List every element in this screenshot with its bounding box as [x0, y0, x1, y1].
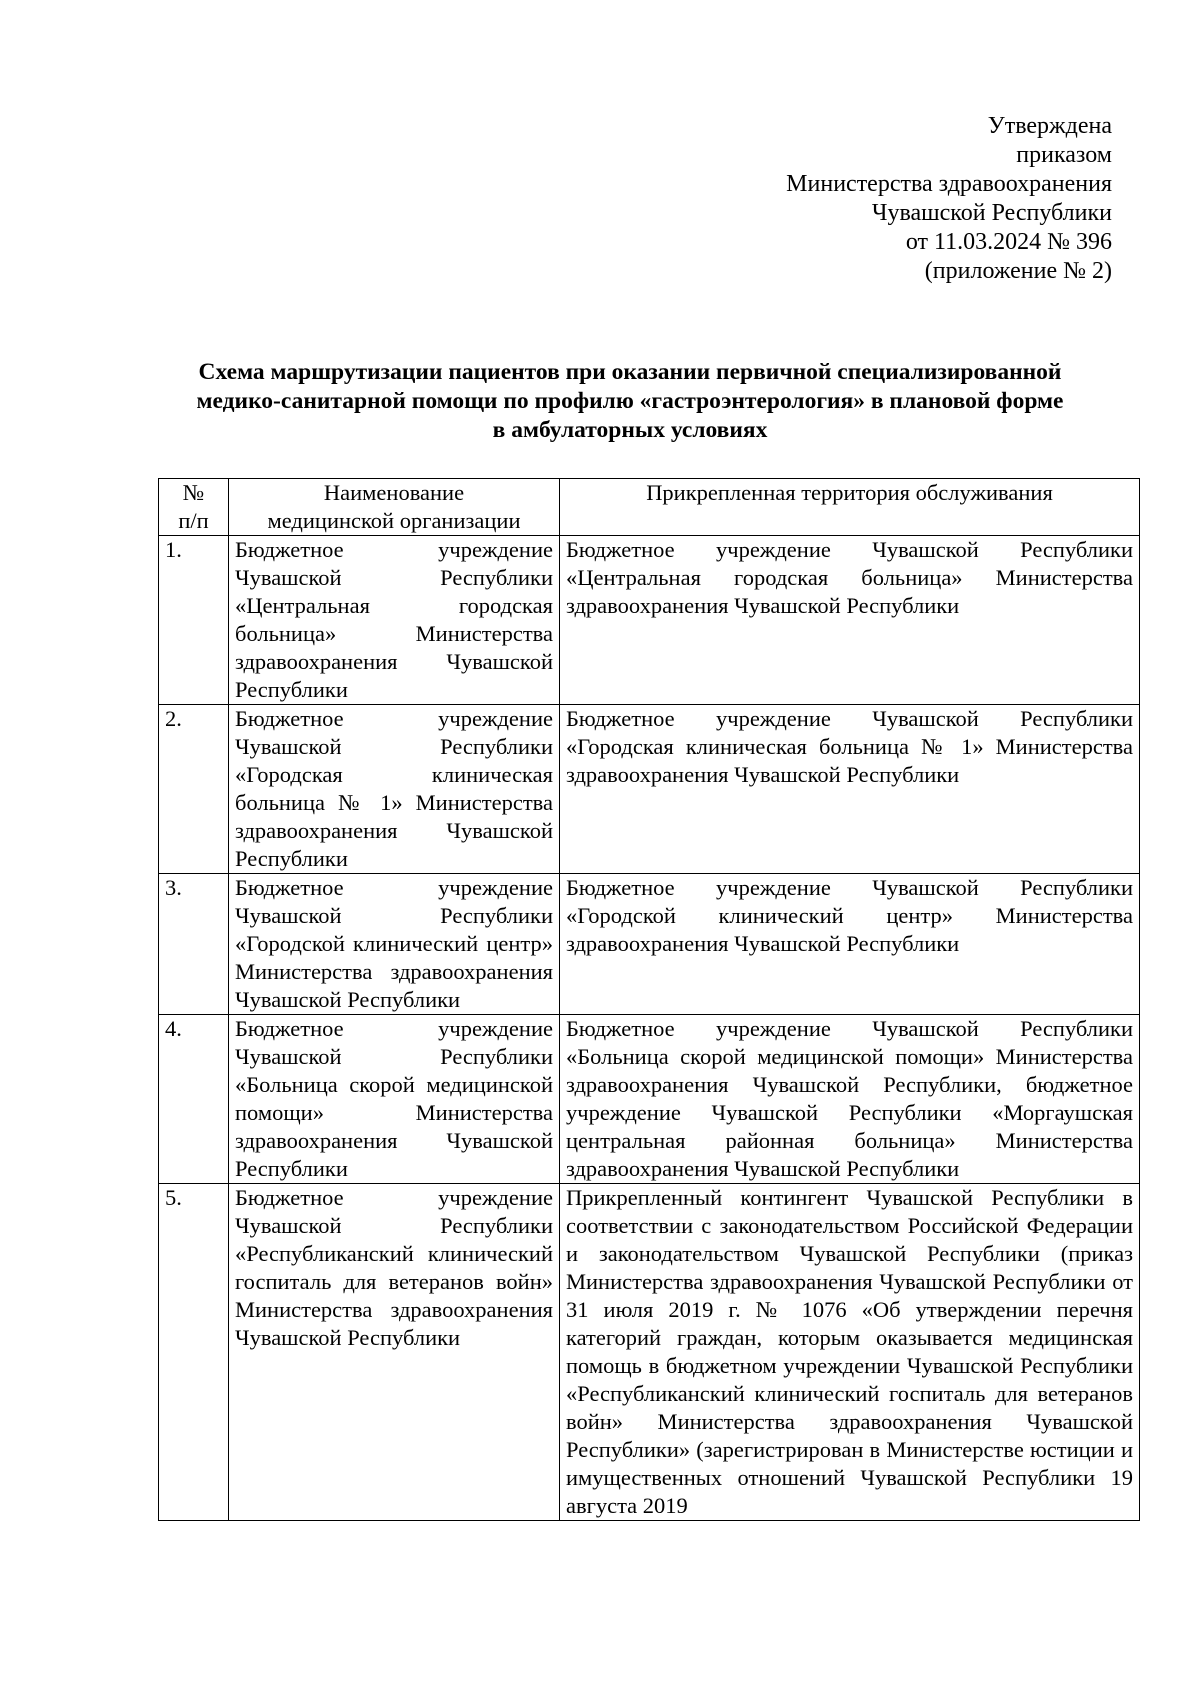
row-organization: Бюджетное учреждение Чувашской Республики «Городская клиническая больница № 1» Министерства здравоохранения Чувашской Республики — [229, 705, 560, 874]
routing-table — [158, 478, 1140, 1521]
approval-line: Утверждена — [987, 113, 1112, 139]
document-title — [130, 358, 1130, 445]
header-territory: Прикрепленная территория обслуживания — [560, 479, 1140, 536]
approval-line: от 11.03.2024 № 396 — [905, 229, 1112, 255]
table-row — [159, 705, 1140, 874]
row-territory: Прикрепленный контингент Чувашской Республики в соответствии с законодательством Российской Федерации и законодательством Чувашской Республики (приказ Министерства здравоохранения Чувашской Республики от 31 июля 2019 г. № 1076 «Об утверждении перечня категорий граждан, которым оказывается медицинская помощь в бюджетном учреждении Чувашской Республики «Республиканский клинический госпиталь для ветеранов войн» Министерства здравоохранения Чувашской Республики» (зарегистрирован в Министерстве юстиции и имущественных отношений Чувашской Республики 19 августа 2019 — [560, 1184, 1140, 1521]
row-territory: Бюджетное учреждение Чувашской Республики «Больница скорой медицинской помощи» Министерства здравоохранения Чувашской Республики, бюджетное учреждение Чувашской Республики «Моргаушская центральная районная больница» Министерства здравоохранения Чувашской Республики — [560, 1015, 1140, 1184]
row-number: 2. — [159, 705, 229, 874]
approval-line: (приложение № 2) — [924, 258, 1112, 284]
table-header-row — [159, 479, 1140, 536]
row-territory: Бюджетное учреждение Чувашской Республики «Городской клинический центр» Министерства здравоохранения Чувашской Республики — [560, 874, 1140, 1015]
row-number: 1. — [159, 536, 229, 705]
approval-line: Министерства здравоохранения — [786, 171, 1112, 197]
approval-line: Чувашской Республики — [871, 200, 1112, 226]
row-territory: Бюджетное учреждение Чувашской Республики «Городская клиническая больница № 1» Министерства здравоохранения Чувашской Республики — [560, 705, 1140, 874]
approval-stamp — [786, 112, 1112, 286]
table-row — [159, 874, 1140, 1015]
row-number: 4. — [159, 1015, 229, 1184]
header-num: № п/п — [159, 479, 229, 536]
title-line: Схема маршрутизации пациентов при оказании первичной специализированной — [198, 359, 1062, 385]
table-row — [159, 1184, 1140, 1521]
table-row — [159, 1015, 1140, 1184]
row-territory: Бюджетное учреждение Чувашской Республики «Центральная городская больница» Министерства здравоохранения Чувашской Республики — [560, 536, 1140, 705]
row-organization: Бюджетное учреждение Чувашской Республики «Городской клинический центр» Министерства здравоохранения Чувашской Республики — [229, 874, 560, 1015]
row-organization: Бюджетное учреждение Чувашской Республики «Республиканский клинический госпиталь для ветеранов войн» Министерства здравоохранения Чувашской Республики — [229, 1184, 560, 1521]
title-line: медико-санитарной помощи по профилю «гастроэнтерология» в плановой форме — [196, 388, 1064, 414]
table-row — [159, 536, 1140, 705]
row-organization: Бюджетное учреждение Чувашской Республики «Больница скорой медицинской помощи» Министерства здравоохранения Чувашской Республики — [229, 1015, 560, 1184]
row-number: 3. — [159, 874, 229, 1015]
approval-line: приказом — [1016, 142, 1112, 168]
row-organization: Бюджетное учреждение Чувашской Республики «Центральная городская больница» Министерства здравоохранения Чувашской Республики — [229, 536, 560, 705]
row-number: 5. — [159, 1184, 229, 1521]
title-line: в амбулаторных условиях — [492, 417, 768, 443]
header-organization: Наименование медицинской организации — [229, 479, 560, 536]
